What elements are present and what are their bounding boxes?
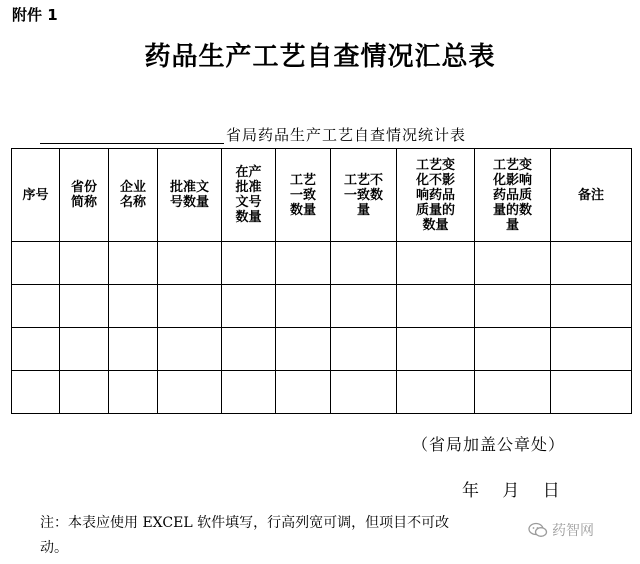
table-cell[interactable] (12, 242, 60, 285)
watermark-text: 药智网 (552, 523, 594, 539)
header-cell: 工艺变 化影响 药品质 量的数 量 (475, 149, 551, 242)
table-cell[interactable] (12, 328, 60, 371)
table-row (12, 328, 632, 371)
table-cell[interactable] (158, 328, 222, 371)
table-cell[interactable] (109, 242, 158, 285)
table-cell[interactable] (222, 371, 276, 414)
header-cell: 省份 简称 (60, 149, 109, 242)
subtitle-row (40, 124, 466, 144)
attachment-label: 附件 1 (12, 6, 58, 24)
table-cell[interactable] (60, 242, 109, 285)
header-cell: 备注 (551, 149, 632, 242)
table-cell[interactable] (475, 285, 551, 328)
table-subtitle: 省局药品生产工艺自查情况统计表 (226, 126, 467, 144)
header-cell: 批准文 号数量 (158, 149, 222, 242)
table-cell[interactable] (331, 328, 397, 371)
table-row (12, 285, 632, 328)
province-blank-line (40, 127, 224, 144)
summary-table (11, 148, 632, 414)
table-cell[interactable] (60, 371, 109, 414)
header-cell: 序号 (12, 149, 60, 242)
table-cell[interactable] (276, 371, 331, 414)
table-cell[interactable] (158, 285, 222, 328)
table-cell[interactable] (158, 371, 222, 414)
table-cell[interactable] (109, 328, 158, 371)
table-cell[interactable] (276, 328, 331, 371)
table-cell[interactable] (12, 371, 60, 414)
seal-placeholder: （省局加盖公章处） (412, 435, 566, 454)
table-cell[interactable] (276, 285, 331, 328)
header-cell: 在产 批准 文号 数量 (222, 149, 276, 242)
table-cell[interactable] (222, 285, 276, 328)
table-cell[interactable] (222, 242, 276, 285)
table-cell[interactable] (60, 285, 109, 328)
table-cell[interactable] (276, 242, 331, 285)
table-cell[interactable] (331, 242, 397, 285)
table-cell[interactable] (475, 328, 551, 371)
table-row (12, 371, 632, 414)
table-cell[interactable] (551, 371, 632, 414)
table-cell[interactable] (331, 371, 397, 414)
table-row (12, 242, 632, 285)
header-cell: 工艺变 化不影 响药品 质量的 数量 (397, 149, 475, 242)
table-header-row (12, 149, 632, 242)
header-cell: 工艺不 一致数 量 (331, 149, 397, 242)
table-cell[interactable] (397, 242, 475, 285)
table-cell[interactable] (12, 285, 60, 328)
table-cell[interactable] (551, 285, 632, 328)
watermark (528, 520, 594, 540)
table-cell[interactable] (551, 328, 632, 371)
wechat-icon (528, 522, 548, 538)
table-cell[interactable] (475, 242, 551, 285)
table-cell[interactable] (222, 328, 276, 371)
table-cell[interactable] (397, 285, 475, 328)
table-cell[interactable] (397, 371, 475, 414)
table-cell[interactable] (158, 242, 222, 285)
header-cell: 企业 名称 (109, 149, 158, 242)
page-title: 药品生产工艺自查情况汇总表 (144, 42, 496, 72)
table-cell[interactable] (475, 371, 551, 414)
footnote: 注：本表应使用 EXCEL 软件填写，行高列宽可调，但项目不可改 (40, 515, 450, 531)
table-cell[interactable] (331, 285, 397, 328)
table-cell[interactable] (109, 285, 158, 328)
date-line: 年 月 日 (462, 481, 562, 501)
table-cell[interactable] (109, 371, 158, 414)
header-cell: 工艺 一致 数量 (276, 149, 331, 242)
table-cell[interactable] (397, 328, 475, 371)
table-cell[interactable] (551, 242, 632, 285)
table-cell[interactable] (60, 328, 109, 371)
footnote-continuation: 动。 (40, 540, 68, 556)
